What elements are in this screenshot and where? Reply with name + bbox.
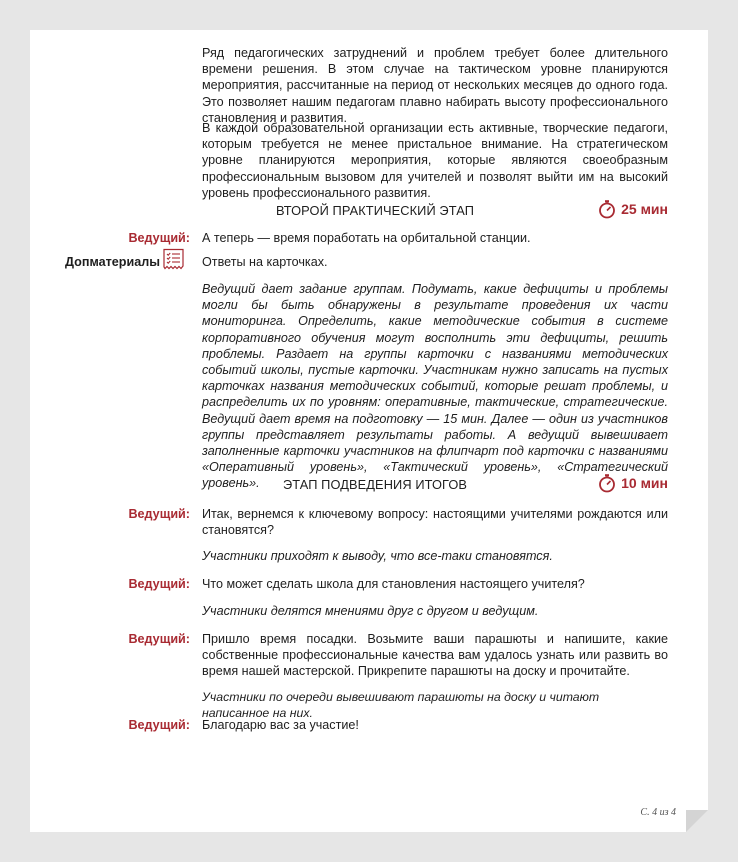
page-curl-shadow bbox=[686, 810, 708, 832]
document-page bbox=[30, 30, 708, 832]
materials-line: Ответы на карточках. bbox=[202, 255, 328, 269]
timer bbox=[597, 199, 668, 219]
host-line: Благодарю вас за участие! bbox=[202, 718, 359, 732]
participants-note: Участники приходят к выводу, что все-таки становятся. bbox=[202, 549, 553, 563]
host-line: А теперь — время поработать на орбитальной станции. bbox=[202, 231, 531, 245]
stage-title: ЭТАП ПОДВЕДЕНИЯ ИТОГОВ bbox=[282, 477, 468, 492]
host-label: Ведущий: bbox=[128, 632, 190, 646]
timer bbox=[597, 473, 668, 493]
intro-paragraph-1: Ряд педагогических затруднений и проблем требует более длительного времени решения. В этом случае на тактическом уровне планируются мероприятия, рассчитанные на период от нескольких месяцев до одного года. Это позволяет нашим педагогам плавно набирать высоту профессионального становления и развития. bbox=[202, 46, 668, 125]
page-number: С. 4 из 4 bbox=[640, 807, 676, 818]
host-line: Что может сделать школа для становления настоящего учителя? bbox=[202, 577, 585, 591]
host-line: Итак, вернемся к ключевому вопросу: настоящими учителями рождаются или становятся? bbox=[202, 507, 668, 538]
document-list-icon bbox=[162, 248, 186, 270]
stopwatch-icon bbox=[597, 199, 617, 219]
stage-title: ВТОРОЙ ПРАКТИЧЕСКИЙ ЭТАП bbox=[275, 203, 474, 218]
host-label: Ведущий: bbox=[128, 718, 190, 732]
host-label: Ведущий: bbox=[128, 507, 190, 521]
host-label: Ведущий: bbox=[128, 577, 190, 591]
timer-value: 10 мин bbox=[621, 475, 668, 491]
stage2-instruction: Ведущий дает задание группам. Подумать, какие дефициты и проблемы могли бы быть обнаружены в результате проведения их части мониторинга. Определить, какие методические события в системе корпоративного обучения могут восполнить эти дефициты, решить проблемы. Раздает на группы карточки с названиями методических событий школы, пустые карточки. Участникам нужно записать на пустых карточках названия методических событий, которые решат проблемы, и распределить их по уровням: оперативные, тактические, стратегические. Ведущий дает время на подготовку — 15 мин. Далее — один из участников группы представляет результаты работы. А ведущий вывешивает заполненные карточки участников на флипчарт под карточки с названиями «Оперативный уровень», «Тактический уровень», «Стратегический уровень». bbox=[202, 282, 668, 491]
participants-note: Участники делятся мнениями друг с другом и ведущим. bbox=[202, 604, 539, 618]
timer-value: 25 мин bbox=[621, 201, 668, 217]
materials-label: Допматериалы bbox=[65, 255, 160, 269]
host-label: Ведущий: bbox=[128, 231, 190, 245]
intro-paragraph-2: В каждой образовательной организации есть активные, творческие педагоги, которым требуется не менее пристальное внимание. На стратегическом уровне планируются мероприятия, которые являются своеобразным профессиональным вызовом для учителей и позволят выйти им на высокий уровень профессионального развития. bbox=[202, 121, 668, 200]
host-line: Пришло время посадки. Возьмите ваши парашюты и напишите, какие собственные профессиональные качества вам удалось узнать или развить во время нашей мастерской. Прикрепите парашюты на доску и прочитайте. bbox=[202, 632, 668, 679]
stopwatch-icon bbox=[597, 473, 617, 493]
participants-note: Участники по очереди вывешивают парашюты на доску и читают написанное на них. bbox=[202, 690, 600, 721]
